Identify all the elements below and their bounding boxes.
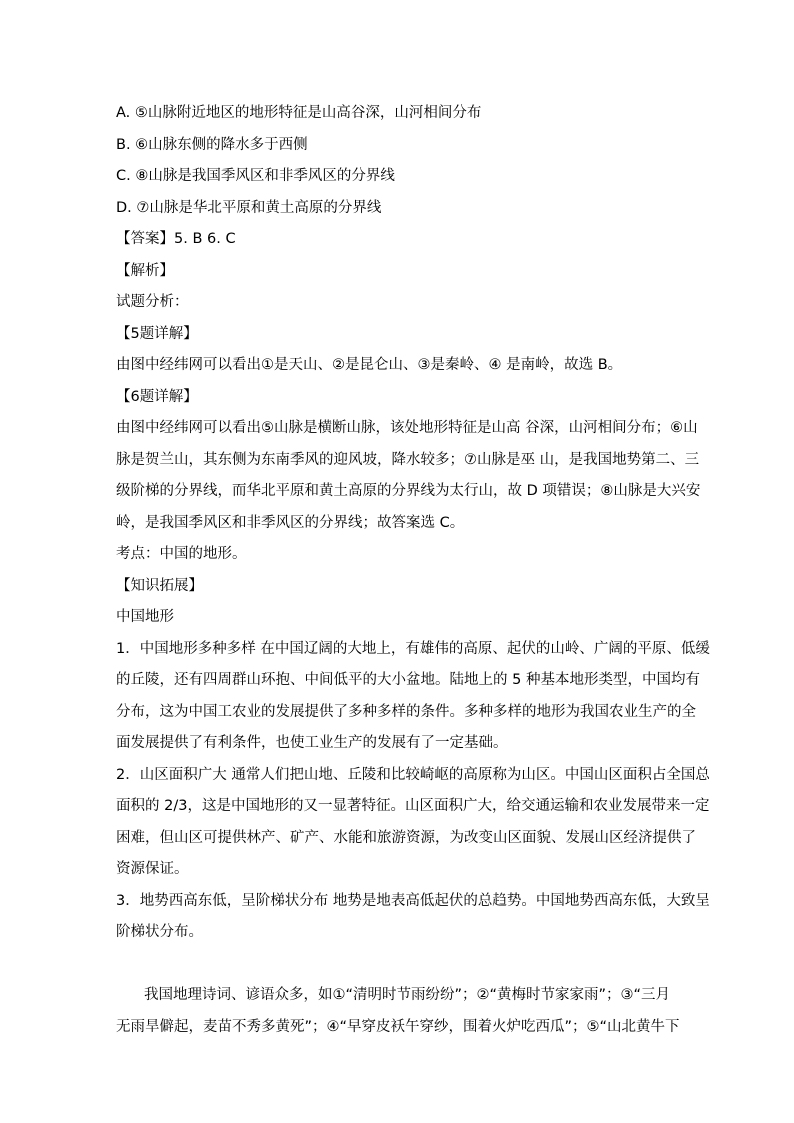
- q6-heading: 【6题详解】: [116, 388, 198, 405]
- poem-line: 我国地理诗词、谚语众多，如①“清明时节雨纷纷”；②“黄梅时节家家雨”；③“三月: [144, 987, 671, 1003]
- extension-line: 1．中国地形多种多样 在中国辽阔的大地上，有雄伟的高原、起伏的山岭、广阔的平原、低缓: [116, 640, 710, 657]
- paragraph-gap: [116, 949, 682, 981]
- q6-text-line: 级阶梯的分界线，而华北平原和黄土高原的分界线为太行山，故 D 项错误；⑧山脉是大兴安: [116, 483, 701, 499]
- extension-line: 2．山区面积广大 通常人们把山地、丘陵和比较崎岖的高原称为山区。中国山区面积占全国总: [116, 766, 710, 783]
- extension-line: 分布，这为中国工农业的发展提供了多种多样的条件。多种多样的地形为我国农业生产的全: [116, 703, 696, 720]
- option-d: D. ⑦山脉是华北平原和黄土高原的分界线: [116, 199, 382, 216]
- option-a: A. ⑤山脉附近地区的地形特征是山高谷深，山河相间分布: [116, 105, 482, 121]
- q5-text: 由图中经纬网可以看出①是天山、②是昆仑山、③是秦岭、④ 是南岭，故选 B。: [116, 357, 623, 373]
- extension-line: 3．地势西高东低，呈阶梯状分布 地势是地表高低起伏的总趋势。中国地势西高东低，大致呈: [116, 892, 710, 909]
- q6-text-line: 由图中经纬网可以看出⑤山脉是横断山脉，该处地形特征是山高 谷深，山河相间分布；⑥山: [116, 420, 698, 436]
- extension-line: 面积的 2/3，这是中国地形的又一显著特征。山区面积广大，给交通运输和农业发展带来一定: [116, 798, 710, 814]
- document-body: [116, 98, 710, 1043]
- q6-text-line: 脉是贺兰山，其东侧为东南季风的迎风坡，降水较多；⑦山脉是巫 山，是我国地势第二、三: [116, 451, 700, 468]
- answer-line: 【答案】5. B 6. C: [116, 231, 236, 247]
- extension-title: 中国地形: [116, 609, 174, 625]
- q5-heading: 【5题详解】: [116, 325, 198, 342]
- extension-line: 阶梯状分布。: [116, 924, 203, 940]
- extension-line: 面发展提供了有利条件，也使工业生产的发展有了一定基础。: [116, 735, 508, 751]
- extension-line: 资源保证。: [116, 861, 189, 877]
- extension-line: 困难，但山区可提供林产、矿产、水能和旅游资源，为改变山区面貌、发展山区经济提供了: [116, 829, 696, 846]
- poem-line: 无雨旱僻起，麦苗不秀多黄死”；④“早穿皮袄午穿纱，围着火炉吃西瓜”；⑤“山北黄牛下: [116, 1018, 680, 1035]
- option-c: C. ⑧山脉是我国季风区和非季风区的分界线: [116, 168, 395, 184]
- extension-heading: 【知识拓展】: [116, 577, 203, 594]
- kaodian-line: 考点：中国的地形。: [116, 546, 247, 562]
- q6-text-line: 岭，是我国季风区和非季风区的分界线；故答案选 C。: [116, 514, 465, 531]
- analysis-intro: 试题分析：: [116, 294, 189, 310]
- analysis-heading: 【解析】: [116, 262, 174, 279]
- option-b: B. ⑥山脉东侧的降水多于西侧: [116, 136, 308, 153]
- extension-line: 的丘陵，还有四周群山环抱、中间低平的大小盆地。陆地上的 5 种基本地形类型，中国均有: [116, 672, 700, 688]
